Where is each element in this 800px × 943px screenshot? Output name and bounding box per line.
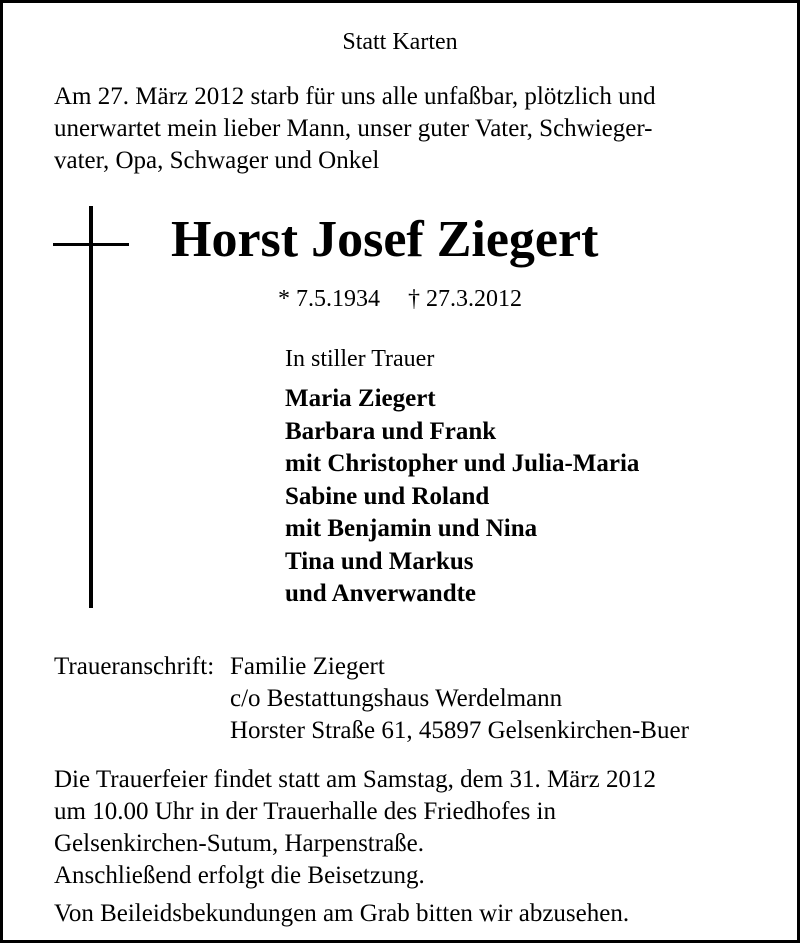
address-block	[230, 651, 689, 747]
cross-icon-horizontal	[53, 243, 129, 246]
mourner-name: mit Benjamin und Nina	[285, 515, 538, 542]
death-date: † 27.3.2012	[408, 286, 522, 312]
mourning-intro: In stiller Trauer	[285, 346, 435, 372]
intro-line: unerwartet mein lieber Mann, unser guter Vater, Schwieger-	[54, 115, 653, 142]
mourner-name: Barbara und Frank	[285, 417, 497, 445]
mourner-name: mit Christopher und Julia-Maria	[285, 450, 640, 477]
ceremony-line: um 10.00 Uhr in der Trauerhalle des Friedhofes in	[54, 798, 557, 825]
address-line: c/o Bestattungshaus Werdelmann	[230, 685, 563, 712]
mourner-name: und Anverwandte	[285, 580, 477, 607]
ceremony-line: Die Trauerfeier findet statt am Samstag, dem 31. März 2012	[54, 766, 656, 793]
intro-line: vater, Opa, Schwager und Onkel	[54, 147, 380, 174]
header-statt-karten: Statt Karten	[342, 29, 458, 55]
intro-text	[54, 81, 656, 177]
cross-icon-vertical	[89, 206, 93, 608]
deceased-name: Horst Josef Ziegert	[171, 211, 599, 268]
mourners-list	[285, 383, 639, 611]
address-line: Horster Straße 61, 45897 Gelsenkirchen-Buer	[230, 717, 689, 744]
ceremony-line: Gelsenkirchen-Sutum, Harpenstraße.	[54, 830, 425, 857]
mourner-name: Maria Ziegert	[285, 385, 436, 412]
address-label: Traueranschrift:	[54, 653, 215, 680]
intro-line: Am 27. März 2012 starb für uns alle unfaßbar, plötzlich und	[54, 83, 656, 110]
address-line: Familie Ziegert	[230, 653, 385, 680]
mourner-name: Tina und Markus	[285, 547, 474, 575]
ceremony-details	[54, 764, 656, 892]
ceremony-line: Anschließend erfolgt die Beisetzung.	[54, 862, 425, 889]
birth-date: * 7.5.1934	[278, 286, 380, 312]
closing-note: Von Beileidsbekundungen am Grab bitten wir abzusehen.	[54, 900, 630, 927]
mourner-name: Sabine und Roland	[285, 482, 490, 510]
life-dates	[278, 283, 522, 315]
